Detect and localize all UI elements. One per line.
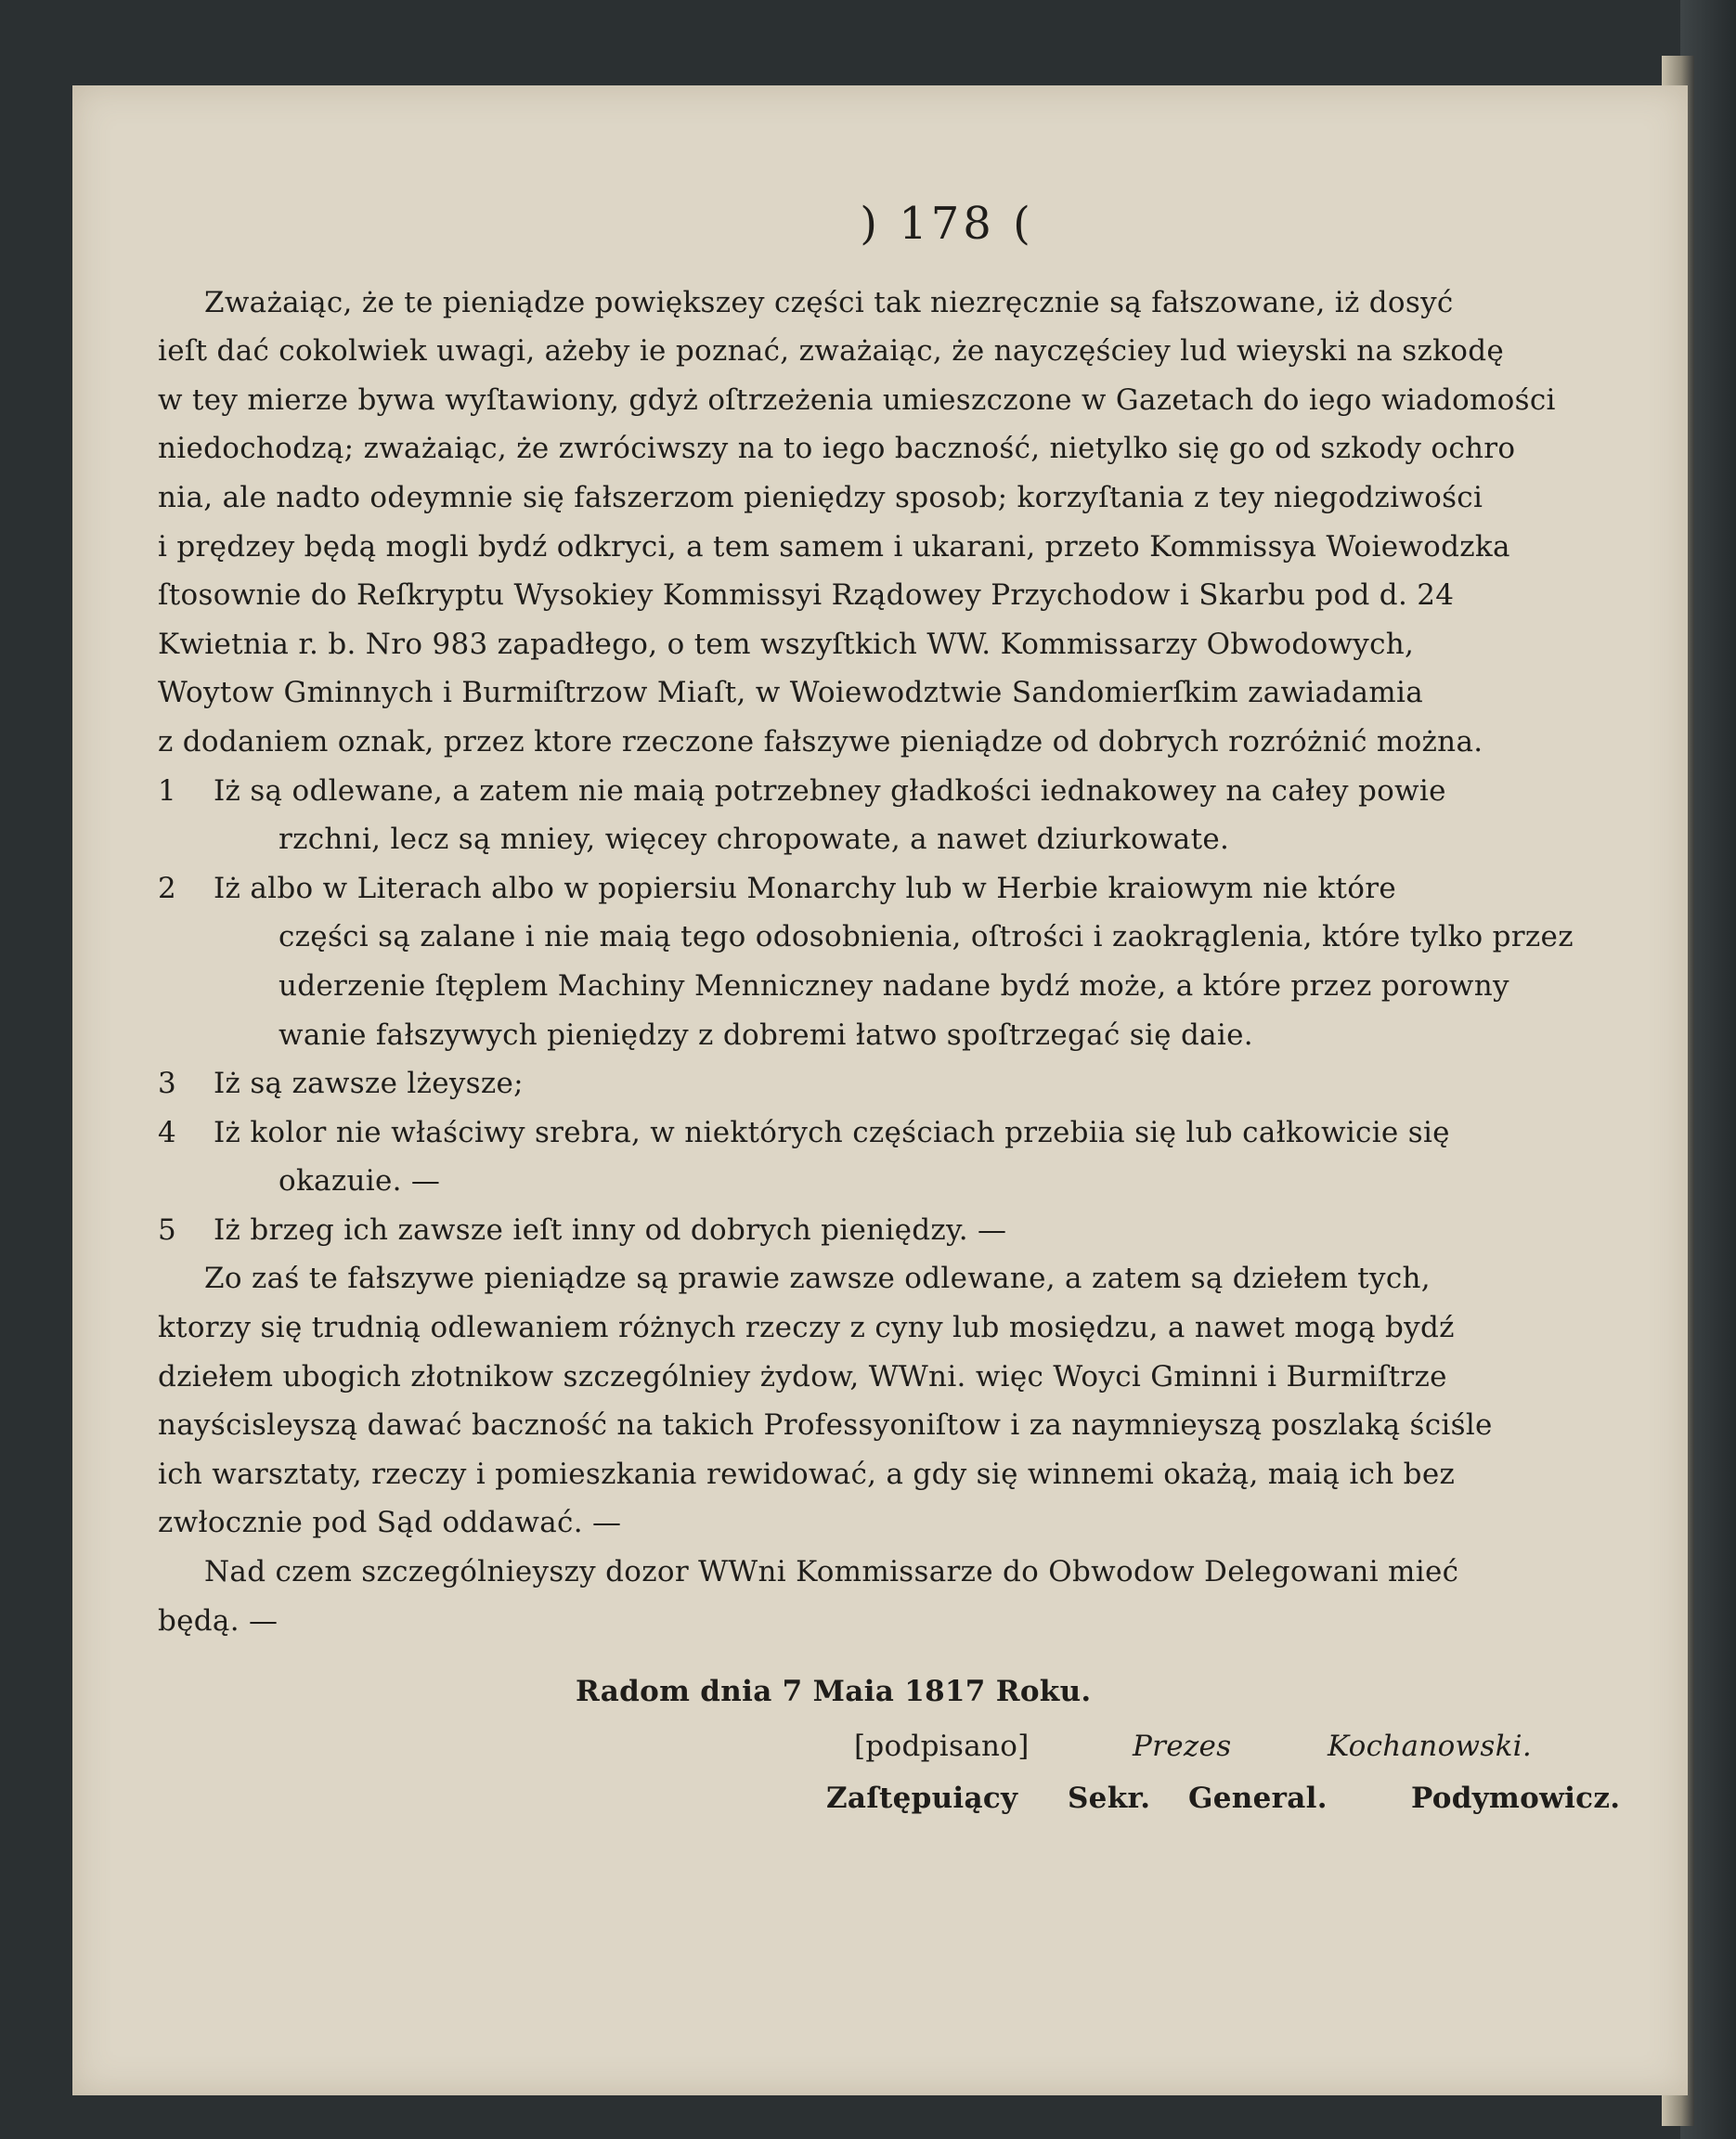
paragraph-2 [158,1254,1680,1548]
text-line: i prędzey będą mogli bydź odkryci, a tem samem i ukarani, przeto Kommissya Woiewodzka [158,529,1510,564]
text-line: w tey mierze bywa wyſtawiony, gdyż oſtrzeżenia umieszczone w Gazetach do iego wiadomości [158,382,1556,417]
list-item-2 [158,864,1680,914]
secretary-abbr: Sekr. [1068,1782,1151,1816]
signer-name: Kochanowski. [1328,1729,1533,1763]
text-line: ktorzy się trudnią odlewaniem różnych rzeczy z cyny lub mosiędzu, a nawet mogą bydź [158,1311,1455,1345]
page-text [158,200,1680,1823]
text-line: Iż są zawsze lżeysze; [214,1067,524,1101]
text-line: Iż albo w Literach albo w popiersiu Monarchy lub w Herbie kraiowym nie które [214,871,1396,905]
text-line: nayścisleyszą dawać baczność na takich Professyoniſtow i za naymnieyszą poszlaką ściśle [158,1408,1493,1443]
list-number: 5 [158,1212,177,1247]
text-line: dziełem ubogich złotnikow szczególniey żydow, WWni. więc Woyci Gminni i Burmiſtrze [158,1359,1447,1394]
list-number: 3 [158,1067,177,1101]
numbered-list [158,767,1680,1255]
signer-role: Prezes [1133,1729,1232,1763]
list-number: 4 [158,1115,177,1149]
list-item-1 [158,767,1680,816]
text-line: ſtosownie do Reſkryptu Wysokiey Kommissyi Rządowey Przychodow i Skarbu pod d. 24 [158,578,1455,613]
text-line: ieſt dać cokolwiek uwagi, ażeby ie poznać, zważaiąc, że nayczęściey lud wieyski na szkodę [158,334,1504,369]
text-line: z dodaniem oznak, przez ktore rzeczone fałszywe pieniądze od dobrych rozróżnić można. [158,724,1483,758]
text-line: okazuie. — [279,1164,441,1199]
text-line: Iż kolor nie właściwy srebra, w niektórych częściach przebiia się lub całkowicie się [214,1115,1450,1149]
list-item-4 [158,1108,1680,1158]
text-line: Nad czem szczególnieyszy dozor WWni Kommissarze do Obwodow Delegowani mieć [204,1555,1459,1589]
text-line: części są zalane i nie maią tego odosobnienia, oſtrości i zaokrąglenia, które tylko przez [279,920,1574,954]
text-line: będą. — [158,1603,279,1638]
page-number: ) 178 ( [860,198,1034,250]
text-line: Kwietnia r. b. Nro 983 zapadłego, o tem wszyſtkich WW. Kommissarzy Obwodowych, [158,627,1415,661]
text-line: uderzenie ſtęplem Machiny Menniczney nadane bydź może, a które przez porowny [279,968,1509,1003]
text-line: nia, ale nadto odeymnie się fałszerzom pieniędzy sposob; korzyſtania z tey niegodziwości [158,480,1483,514]
date-line: Radom dnia 7 Maia 1817 Roku. [576,1675,1092,1709]
text-line: Zo zaś te fałszywe pieniądze są prawie zawsze odlewane, a zatem są dziełem tych, [204,1262,1431,1296]
signed-note: [podpisano] [854,1729,1030,1763]
general-label: General. [1188,1782,1328,1816]
text-line: Iż są odlewane, a zatem nie maią potrzebney gładkości iednakowey na całey powie [214,773,1446,808]
secretary-name: Podymowicz. [1411,1782,1621,1816]
text-line: ich warsztaty, rzeczy i pomieszkania rewidować, a gdy się winnemi okażą, maią ich bez [158,1457,1456,1491]
signature-line-1 [158,1722,1680,1771]
list-item-5 [158,1206,1680,1255]
text-line: Iż brzeg ich zawsze ieſt inny od dobrych pieniędzy. — [214,1212,1007,1247]
paragraph-1 [158,279,1680,767]
text-line: niedochodzą; zważaiąc, że zwróciwszy na to iego baczność, nietylko się go od szkody ochro [158,432,1516,466]
text-line: zwłocznie pod Sąd oddawać. — [158,1506,622,1540]
list-number: 1 [158,773,177,808]
text-line: Zważaiąc, że te pieniądze powiększey części tak niezręcznie są fałszowane, iż dosyć [204,285,1454,319]
text-line: Woytow Gminnych i Burmiſtrzow Miaſt, w Woiewodztwie Sandomierſkim zawiadamia [158,676,1424,710]
signature-line-2 [158,1774,1680,1823]
list-number: 2 [158,871,177,905]
deputy-label: Zaſtępuiący [826,1782,1018,1816]
list-item-3 [158,1059,1680,1108]
text-line: rzchni, lecz są mniey, więcey chropowate, a nawet dziurkowate. [279,823,1230,857]
paragraph-3 [158,1548,1680,1645]
text-line: wanie fałszywych pieniędzy z dobremi łatwo spoſtrzegać się daie. [279,1018,1253,1052]
